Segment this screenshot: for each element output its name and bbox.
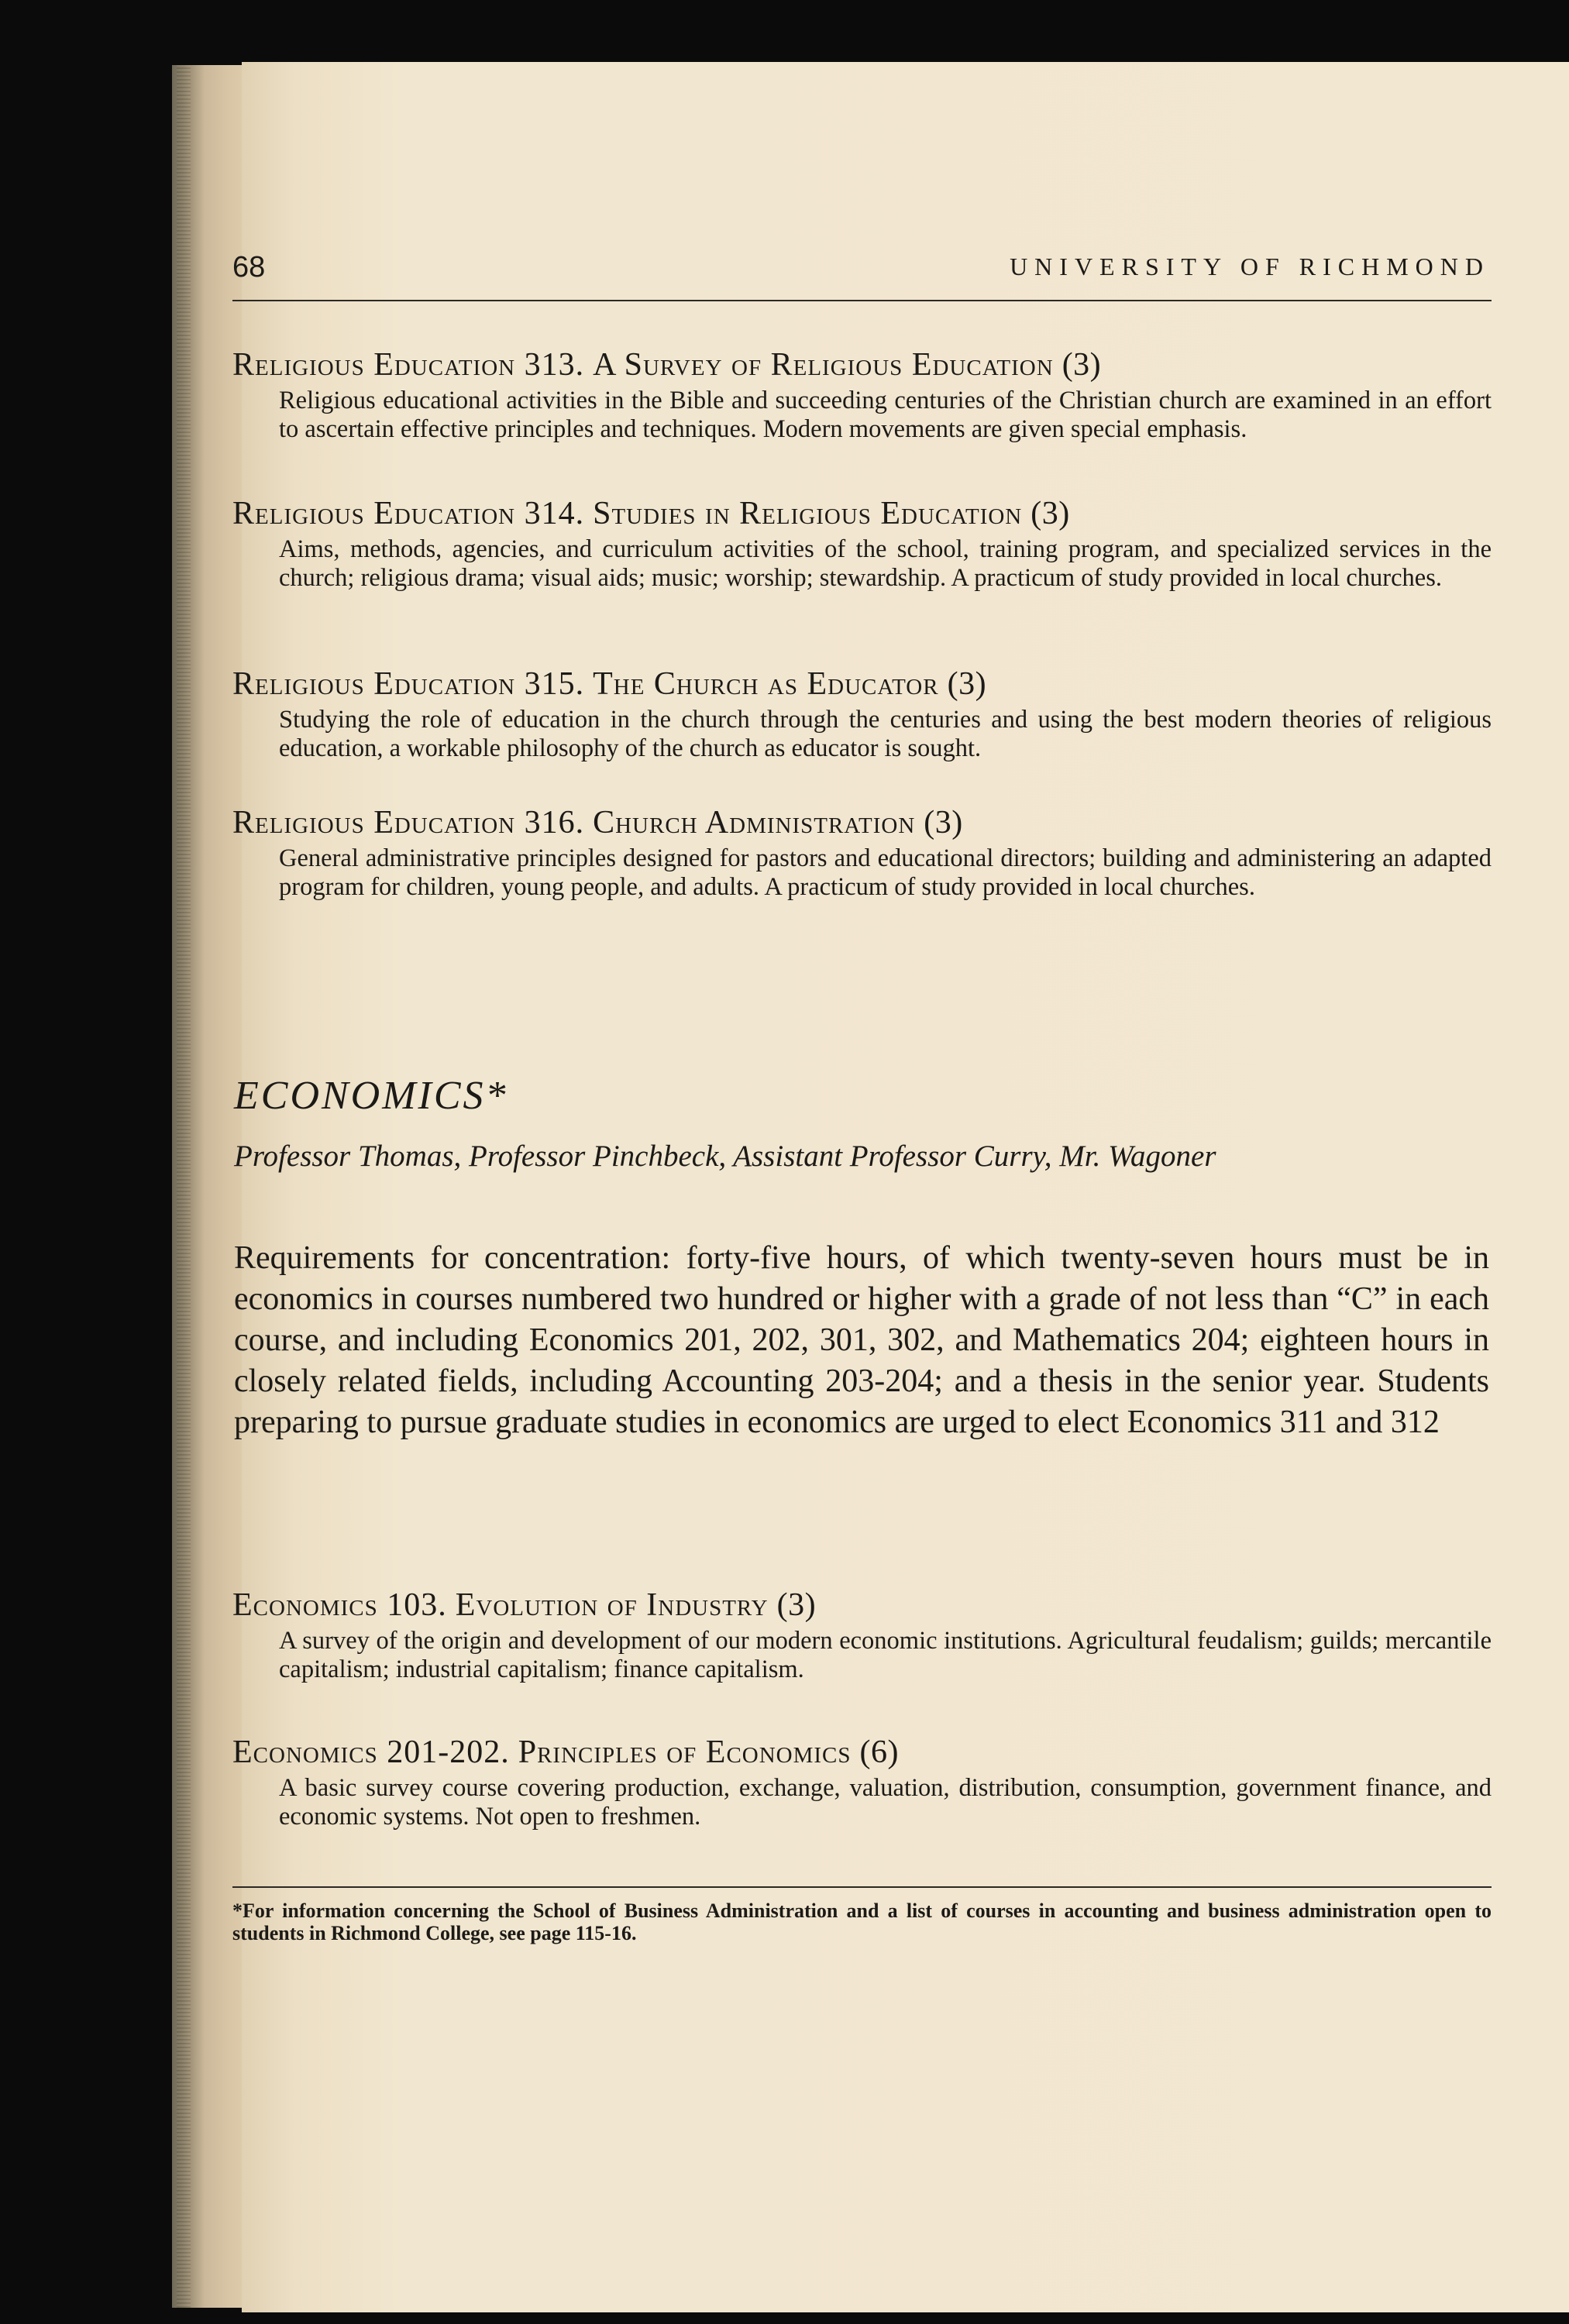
course-name: A Survey of Religious Education	[593, 347, 1054, 383]
page-header	[232, 246, 1492, 302]
course-number: Religious Education 313.	[232, 347, 585, 383]
course-economics-201-202	[232, 1732, 1492, 1831]
course-name: The Church as Educator	[593, 666, 939, 702]
course-title	[232, 1732, 1492, 1772]
course-title	[232, 345, 1492, 385]
course-number: Economics 201-202.	[232, 1734, 510, 1770]
faculty-list: Professor Thomas, Professor Pinchbeck, Assistant Professor Curry, Mr. Wagoner	[234, 1140, 1216, 1173]
course-title	[232, 803, 1492, 843]
course-credits: (3)	[1031, 496, 1070, 531]
course-credits: (3)	[924, 805, 963, 841]
course-credits: (3)	[1061, 347, 1102, 383]
course-name: Principles of Economics	[518, 1734, 852, 1770]
course-credits: (3)	[776, 1587, 817, 1623]
running-title: UNIVERSITY OF RICHMOND	[1010, 253, 1490, 280]
footnote: *For information concerning the School of Business Administration and a list of courses in accounting and business administration open to students in Richmond College, see page 115-16.	[232, 1899, 1492, 1944]
course-title	[232, 493, 1492, 534]
course-number: Economics 103.	[232, 1587, 447, 1623]
course-number: Religious Education 316.	[232, 805, 585, 841]
footnote-rule	[232, 1886, 1492, 1888]
course-description: A basic survey course covering production, exchange, valuation, distribution, consumption, government finance, and economic systems. Not open to freshmen.	[279, 1774, 1492, 1831]
course-name: Studies in Religious Education	[593, 496, 1023, 531]
course-description: A survey of the origin and development of our modern economic institutions. Agricultural feudalism; guilds; mercantile capitalism; industrial capitalism; finance capitalism.	[279, 1627, 1492, 1683]
course-name: Church Administration	[593, 805, 916, 841]
course-number: Religious Education 315.	[232, 666, 585, 702]
course-description: Religious educational activities in the Bible and succeeding centuries of the Christian church are examined in an effort to ascertain effective principles and techniques. Modern movements are given special emphasis.	[279, 387, 1492, 443]
course-economics-103	[232, 1585, 1492, 1683]
course-credits: (6)	[859, 1734, 900, 1770]
course-description: Aims, methods, agencies, and curriculum activities of the school, training program, and specialized services in the church; religious drama; visual aids; music; worship; stewardship. A practicum of study provided in local churches.	[279, 535, 1492, 592]
concentration-requirements: Requirements for concentration: forty-five hours, of which twenty-seven hours must be in economics in courses numbered two hundred or higher with a grade of not less than “C” in each course, and including Economics 201, 202, 301, 302, and Mathematics 204; eighteen hours in closely related fields, including Accounting 203-204; and a thesis in the senior year. Students preparing to pursue graduate studies in economics are urged to elect Economics 311 and 312	[234, 1240, 1489, 1440]
page-number: 68	[232, 251, 266, 284]
header-rule	[232, 300, 1492, 301]
course-religious-education-315	[232, 664, 1492, 762]
book-page	[232, 62, 1569, 2312]
course-description: General administrative principles designed for pastors and educational directors; building and administering an adapted program for children, young people, and adults. A practicum of study provided in local churches.	[279, 844, 1492, 901]
course-title	[232, 1585, 1492, 1625]
course-religious-education-316	[232, 803, 1492, 901]
course-title	[232, 664, 1492, 704]
course-credits: (3)	[947, 666, 987, 702]
course-name: Evolution of Industry	[455, 1587, 769, 1623]
course-description: Studying the role of education in the church through the centuries and using the best modern theories of religious education, a workable philosophy of the church as educator is sought.	[279, 706, 1492, 762]
section-title: ECONOMICS*	[234, 1074, 508, 1118]
course-religious-education-313	[232, 345, 1492, 443]
course-religious-education-314	[232, 493, 1492, 592]
course-number: Religious Education 314.	[232, 496, 585, 531]
